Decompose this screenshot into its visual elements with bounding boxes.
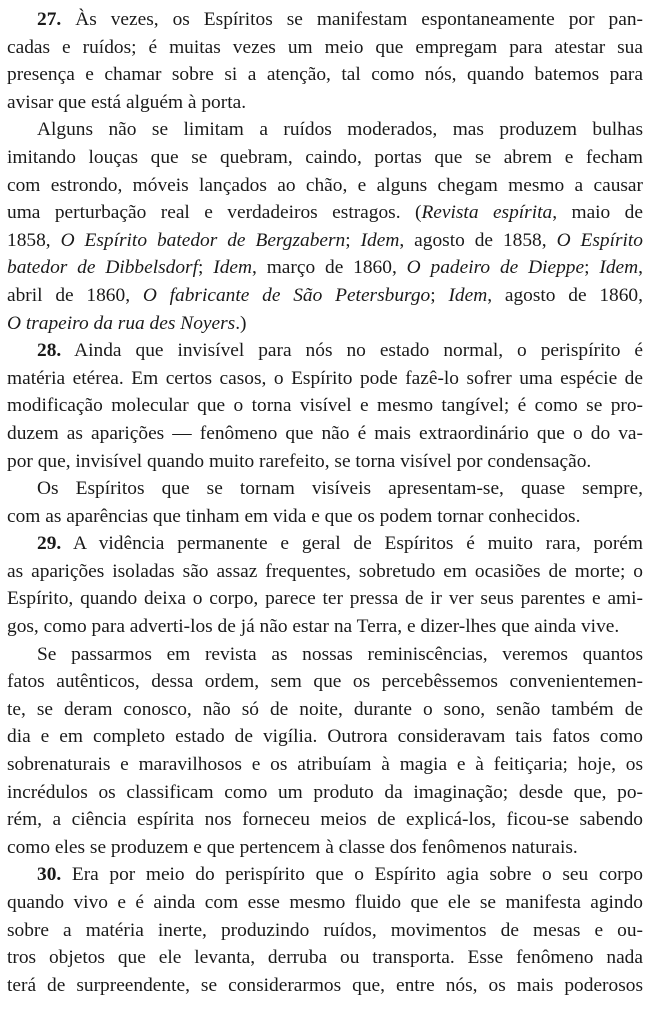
italic-text: Idem: [448, 284, 488, 306]
italic-text: batedor de Dibbelsdorf: [7, 257, 198, 279]
text-line: [7, 696, 643, 724]
text-line: [7, 503, 643, 531]
text-run: presença e chamar sobre si a atenção, tal como nós, quando batemos para: [7, 64, 643, 86]
section-number: 27.: [37, 9, 62, 30]
text-run: tros objetos que ele levanta, derruba ou transporta. Esse fenômeno nada: [7, 947, 643, 969]
text-line: [7, 310, 643, 338]
text-run: ,: [638, 257, 643, 279]
text-run: , maio de: [552, 202, 643, 224]
text-run: por que, invisível quando muito rarefeito, se torna visível por condensação.: [7, 450, 592, 472]
text-run: uma perturbação real e verdadeiros estragos. (: [7, 202, 422, 224]
italic-text: O padeiro de Dieppe: [406, 257, 585, 279]
section-number: 29.: [37, 533, 62, 555]
text-run: Se passarmos em revista as nossas reminiscências, veremos quantos: [37, 643, 643, 665]
text-run: imitando louças que se quebram, caindo, portas que se abrem e fecham: [7, 146, 643, 168]
text-run: , agosto de 1858,: [399, 229, 557, 251]
text-run: Ainda que invisível para nós no estado normal, o perispírito é: [61, 340, 643, 362]
text-run: modificação molecular que o torna visível e mesmo tangível; é como se pro-: [7, 395, 643, 417]
text-line: [7, 89, 643, 117]
section-number: 30.: [37, 864, 62, 886]
text-line: [7, 392, 643, 420]
text-run: terá de surpreendente, se considerarmos que, entre nós, os mais poderosos: [7, 974, 643, 996]
text-run: com estrondo, móveis lançados ao chão, e alguns chegam mesmo a causar: [7, 174, 643, 196]
text-run: fatos autênticos, dessa ordem, sem que os percebêssemos convenientemen-: [7, 671, 643, 693]
text-run: abril de 1860,: [7, 284, 143, 306]
italic-text: Idem: [360, 229, 400, 251]
italic-text: Idem: [599, 257, 639, 279]
text-line: [7, 172, 643, 200]
text-run: ;: [197, 257, 214, 279]
text-run: gos, como para adverti-los de já não estar na Terra, e dizer-lhes que ainda vive.: [7, 616, 620, 638]
text-run: cadas e ruídos; é muitas vezes um meio que empregam para atestar sua: [7, 36, 643, 58]
text-run: .): [235, 312, 247, 334]
text-line: [7, 806, 643, 834]
text-run: Às vezes, os Espíritos se manifestam espontaneamente por pan-: [61, 9, 643, 30]
text-line: [7, 861, 643, 889]
text-line: [7, 834, 643, 862]
text-line: [7, 448, 643, 476]
text-line: [7, 34, 643, 62]
italic-text: Idem: [213, 257, 252, 279]
text-run: A vidência permanente e geral de Espíritos é muito rara, porém: [61, 533, 643, 555]
text-run: dia e em completo estado de vigília. Outrora consideravam tais fatos como: [7, 726, 643, 748]
text-line: [7, 475, 643, 503]
text-run: Era por meio do perispírito que o Espírito agia sobre o seu corpo: [61, 864, 643, 886]
text-run: ;: [430, 284, 449, 306]
text-line: [7, 613, 643, 641]
text-line: [7, 723, 643, 751]
text-line: [7, 337, 643, 365]
text-body: [7, 6, 643, 999]
text-run: sobrenaturais e maravilhosos e os atribuíam à magia e à feitiçaria; hoje, os: [7, 754, 643, 776]
text-run: te, se deram conosco, não só de noite, durante o sono, senão também de: [7, 698, 643, 720]
text-run: , março de 1860,: [252, 257, 407, 279]
text-line: [7, 365, 643, 393]
text-run: as aparições isoladas são assaz frequentes, sobretudo em ocasiões de morte; o: [7, 560, 643, 582]
text-run: 1858,: [7, 229, 61, 251]
text-line: [7, 144, 643, 172]
italic-text: Revista espírita: [421, 202, 553, 224]
text-run: como eles se produzem e que pertencem à classe dos fenômenos naturais.: [7, 836, 578, 858]
text-run: quando vivo e é ainda com esse mesmo fluido que ele se manifesta agindo: [7, 892, 643, 913]
text-line: [7, 641, 643, 669]
text-line: [7, 558, 643, 586]
text-run: com as aparências que tinham em vida e que os podem tornar conhecidos.: [7, 505, 581, 527]
text-run: sobre a matéria inerte, produzindo ruídos, movimentos de mesas e ou-: [7, 919, 643, 941]
text-run: Os Espíritos que se tornam visíveis apresentam-se, quase sempre,: [37, 478, 643, 500]
text-line: [7, 6, 643, 34]
text-run: ;: [584, 257, 600, 279]
text-run: ;: [345, 229, 361, 251]
text-line: [7, 282, 643, 310]
text-run: Alguns não se limitam a ruídos moderados, mas produzem bulhas: [37, 119, 643, 141]
text-line: [7, 61, 643, 89]
italic-text: O Espírito batedor de Bergzabern: [60, 229, 346, 251]
text-line: [7, 751, 643, 779]
text-line: [7, 227, 643, 255]
text-run: , agosto de 1860,: [487, 284, 643, 306]
text-line: [7, 420, 643, 448]
italic-text: O Espírito: [556, 229, 643, 251]
text-run: duzem as aparições — fenômeno que não é mais extraordinário que o do va-: [7, 422, 643, 444]
text-line: [7, 917, 643, 945]
text-run: rém, a ciência espírita nos forneceu meios de explicá-los, ficou-se sabendo: [7, 809, 643, 831]
text-run: incrédulos os classificam como um produto da imaginação; desde que, po-: [7, 781, 643, 803]
text-line: [7, 668, 643, 696]
text-line: [7, 779, 643, 807]
italic-text: O fabricante de São Petersburgo: [142, 284, 431, 306]
text-run: avisar que está alguém à porta.: [7, 91, 247, 113]
text-line: [7, 116, 643, 144]
text-run: Espírito, quando deixa o corpo, parece ter pressa de ir ver seus parentes e ami-: [7, 588, 643, 610]
text-line: [7, 889, 643, 917]
text-line: [7, 199, 643, 227]
italic-text: O trapeiro da rua des Noyers: [7, 312, 236, 334]
section-number: 28.: [37, 340, 62, 362]
text-run: matéria etérea. Em certos casos, o Espírito pode fazê-lo sofrer uma espécie de: [7, 367, 643, 389]
text-line: [7, 944, 643, 972]
text-line: [7, 530, 643, 558]
text-line: [7, 972, 643, 1000]
text-line: [7, 254, 643, 282]
text-line: [7, 585, 643, 613]
